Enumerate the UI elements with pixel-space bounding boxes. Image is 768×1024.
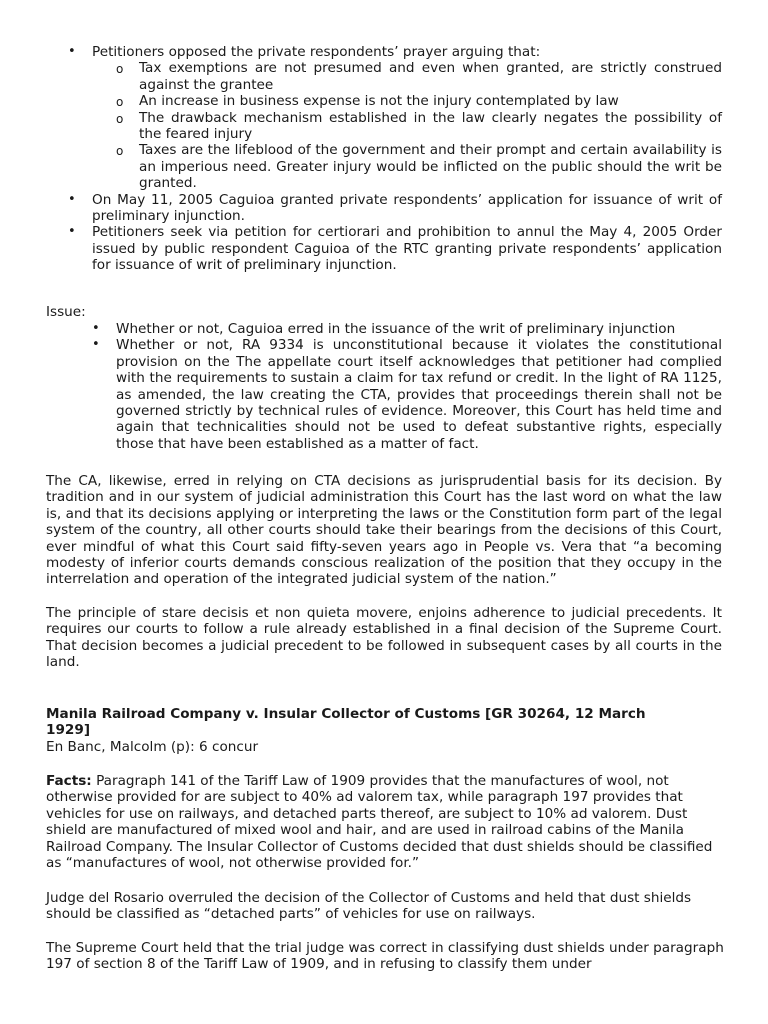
- bullet-icon: •: [92, 337, 100, 353]
- sub-bullet-icon: o: [116, 144, 124, 159]
- bullet-icon: •: [68, 44, 76, 59]
- list-item-text: Whether or not, Caguioa erred in the issuance of the writ of preliminary injunction: [116, 321, 676, 337]
- paragraph-judge: Judge del Rosario overruled the decision of the Collector of Customs and held that dust shields should be classified as “detached parts” of vehicles for use on railways.: [46, 890, 692, 923]
- bullet-list-arguments: [46, 44, 722, 274]
- sub-list-item-text: The drawback mechanism established in the law clearly negates the possibility of the feared injury: [139, 109, 722, 143]
- sub-bullet-icon: o: [116, 111, 124, 126]
- list-item-text: Petitioners opposed the private respondents’ prayer arguing that:: [92, 44, 541, 60]
- case-title: Manila Railroad Company v. Insular Collector of Customs [GR 30264, 12 March 1929]: [46, 706, 646, 739]
- bullet-icon: •: [68, 224, 76, 240]
- list-item-text: On May 11, 2005 Caguioa granted private respondents’ application for issuance of writ of preliminary injunction.: [92, 191, 722, 225]
- sub-bullet-icon: o: [116, 95, 124, 110]
- facts-paragraph: [46, 773, 726, 871]
- sub-list-item: [46, 142, 722, 191]
- paragraph-ca-erred: The CA, likewise, erred in relying on CTA decisions as jurisprudential basis for its decision. By tradition and in our system of judicial administration this Court has the last word on what the law is, and that its decisions applying or interpreting the laws or the Constitution form part of the legal system of the country, all other courts should take their bearings from the decisions of this Court, ever mindful of what this Court said fifty-seven years ago in People vs. Vera that “a becoming modesty of inferior courts demands conscious realization of the position that they occupy in the interrelation and operation of the integrated judicial system of the nation.”: [46, 473, 722, 588]
- list-item: [46, 192, 722, 225]
- paragraph-stare-decisis: The principle of stare decisis et non quieta movere, enjoins adherence to judicial precedents. It requires our courts to follow a rule already established in a final decision of the Supreme Court. That decision becomes a judicial precedent to be followed in subsequent cases by all courts in the land.: [46, 605, 722, 671]
- list-item-text: Petitioners seek via petition for certiorari and prohibition to annul the May 4, 2005 Order issued by public respondent Caguioa of the RTC granting private respondents’ application for issuance of writ of preliminary injunction.: [92, 224, 722, 274]
- issue-list: [46, 321, 722, 452]
- sub-list-item-text: Tax exemptions are not presumed and even when granted, are strictly construed against the grantee: [139, 60, 722, 93]
- bullet-icon: •: [68, 191, 76, 207]
- facts-label: Facts:: [46, 773, 92, 789]
- list-item: [46, 224, 722, 273]
- sub-list-item-text: An increase in business expense is not the injury contemplated by law: [139, 93, 619, 110]
- issue-label: Issue:: [46, 304, 86, 320]
- sub-list-item: [46, 93, 722, 109]
- list-item: [46, 321, 722, 337]
- sub-list-item: [46, 60, 722, 93]
- list-item: [46, 44, 722, 60]
- paragraph-supreme-court: The Supreme Court held that the trial judge was correct in classifying dust shields under paragraph 197 of section 8 of the Tariff Law of 1909, and in refusing to classify them under: [46, 940, 724, 973]
- sub-list-item: [46, 110, 722, 143]
- list-item-text: Whether or not, RA 9334 is unconstitutional because it violates the constitutional provision on the The appellate court itself acknowledges that petitioner had complied with the requirements to sustain a claim for tax refund or credit. In the light of RA 1125, as amended, the law creating the CTA, provides that proceedings therein shall not be governed strictly by technical rules of evidence. Moreover, this Court has held time and again that technicalities should not be used to defeat substantive rights, especially those that have been established as a matter of fact.: [116, 337, 722, 452]
- bullet-icon: •: [92, 321, 100, 336]
- sub-bullet-icon: o: [116, 62, 124, 77]
- list-item: [46, 337, 722, 452]
- case-subtitle: En Banc, Malcolm (p): 6 concur: [46, 739, 259, 755]
- sub-list-item-text: Taxes are the lifeblood of the government and their prompt and certain availability is an imperious need. Greater injury would be inflicted on the public should the writ be granted.: [139, 142, 722, 192]
- facts-text: Paragraph 141 of the Tariff Law of 1909 provides that the manufactures of wool, not otherwise provided for are subject to 40% ad valorem tax, while paragraph 197 provides that vehicles for use on railways, and detached parts thereof, are subject to 10% ad valorem. Dust shield are manufactured of mixed wool and hair, and are used in railroad cabins of the Manila Railroad Company. The Insular Collector of Customs decided that dust shields should be classified as “manufactures of wool, not otherwise provided for.”: [46, 773, 713, 872]
